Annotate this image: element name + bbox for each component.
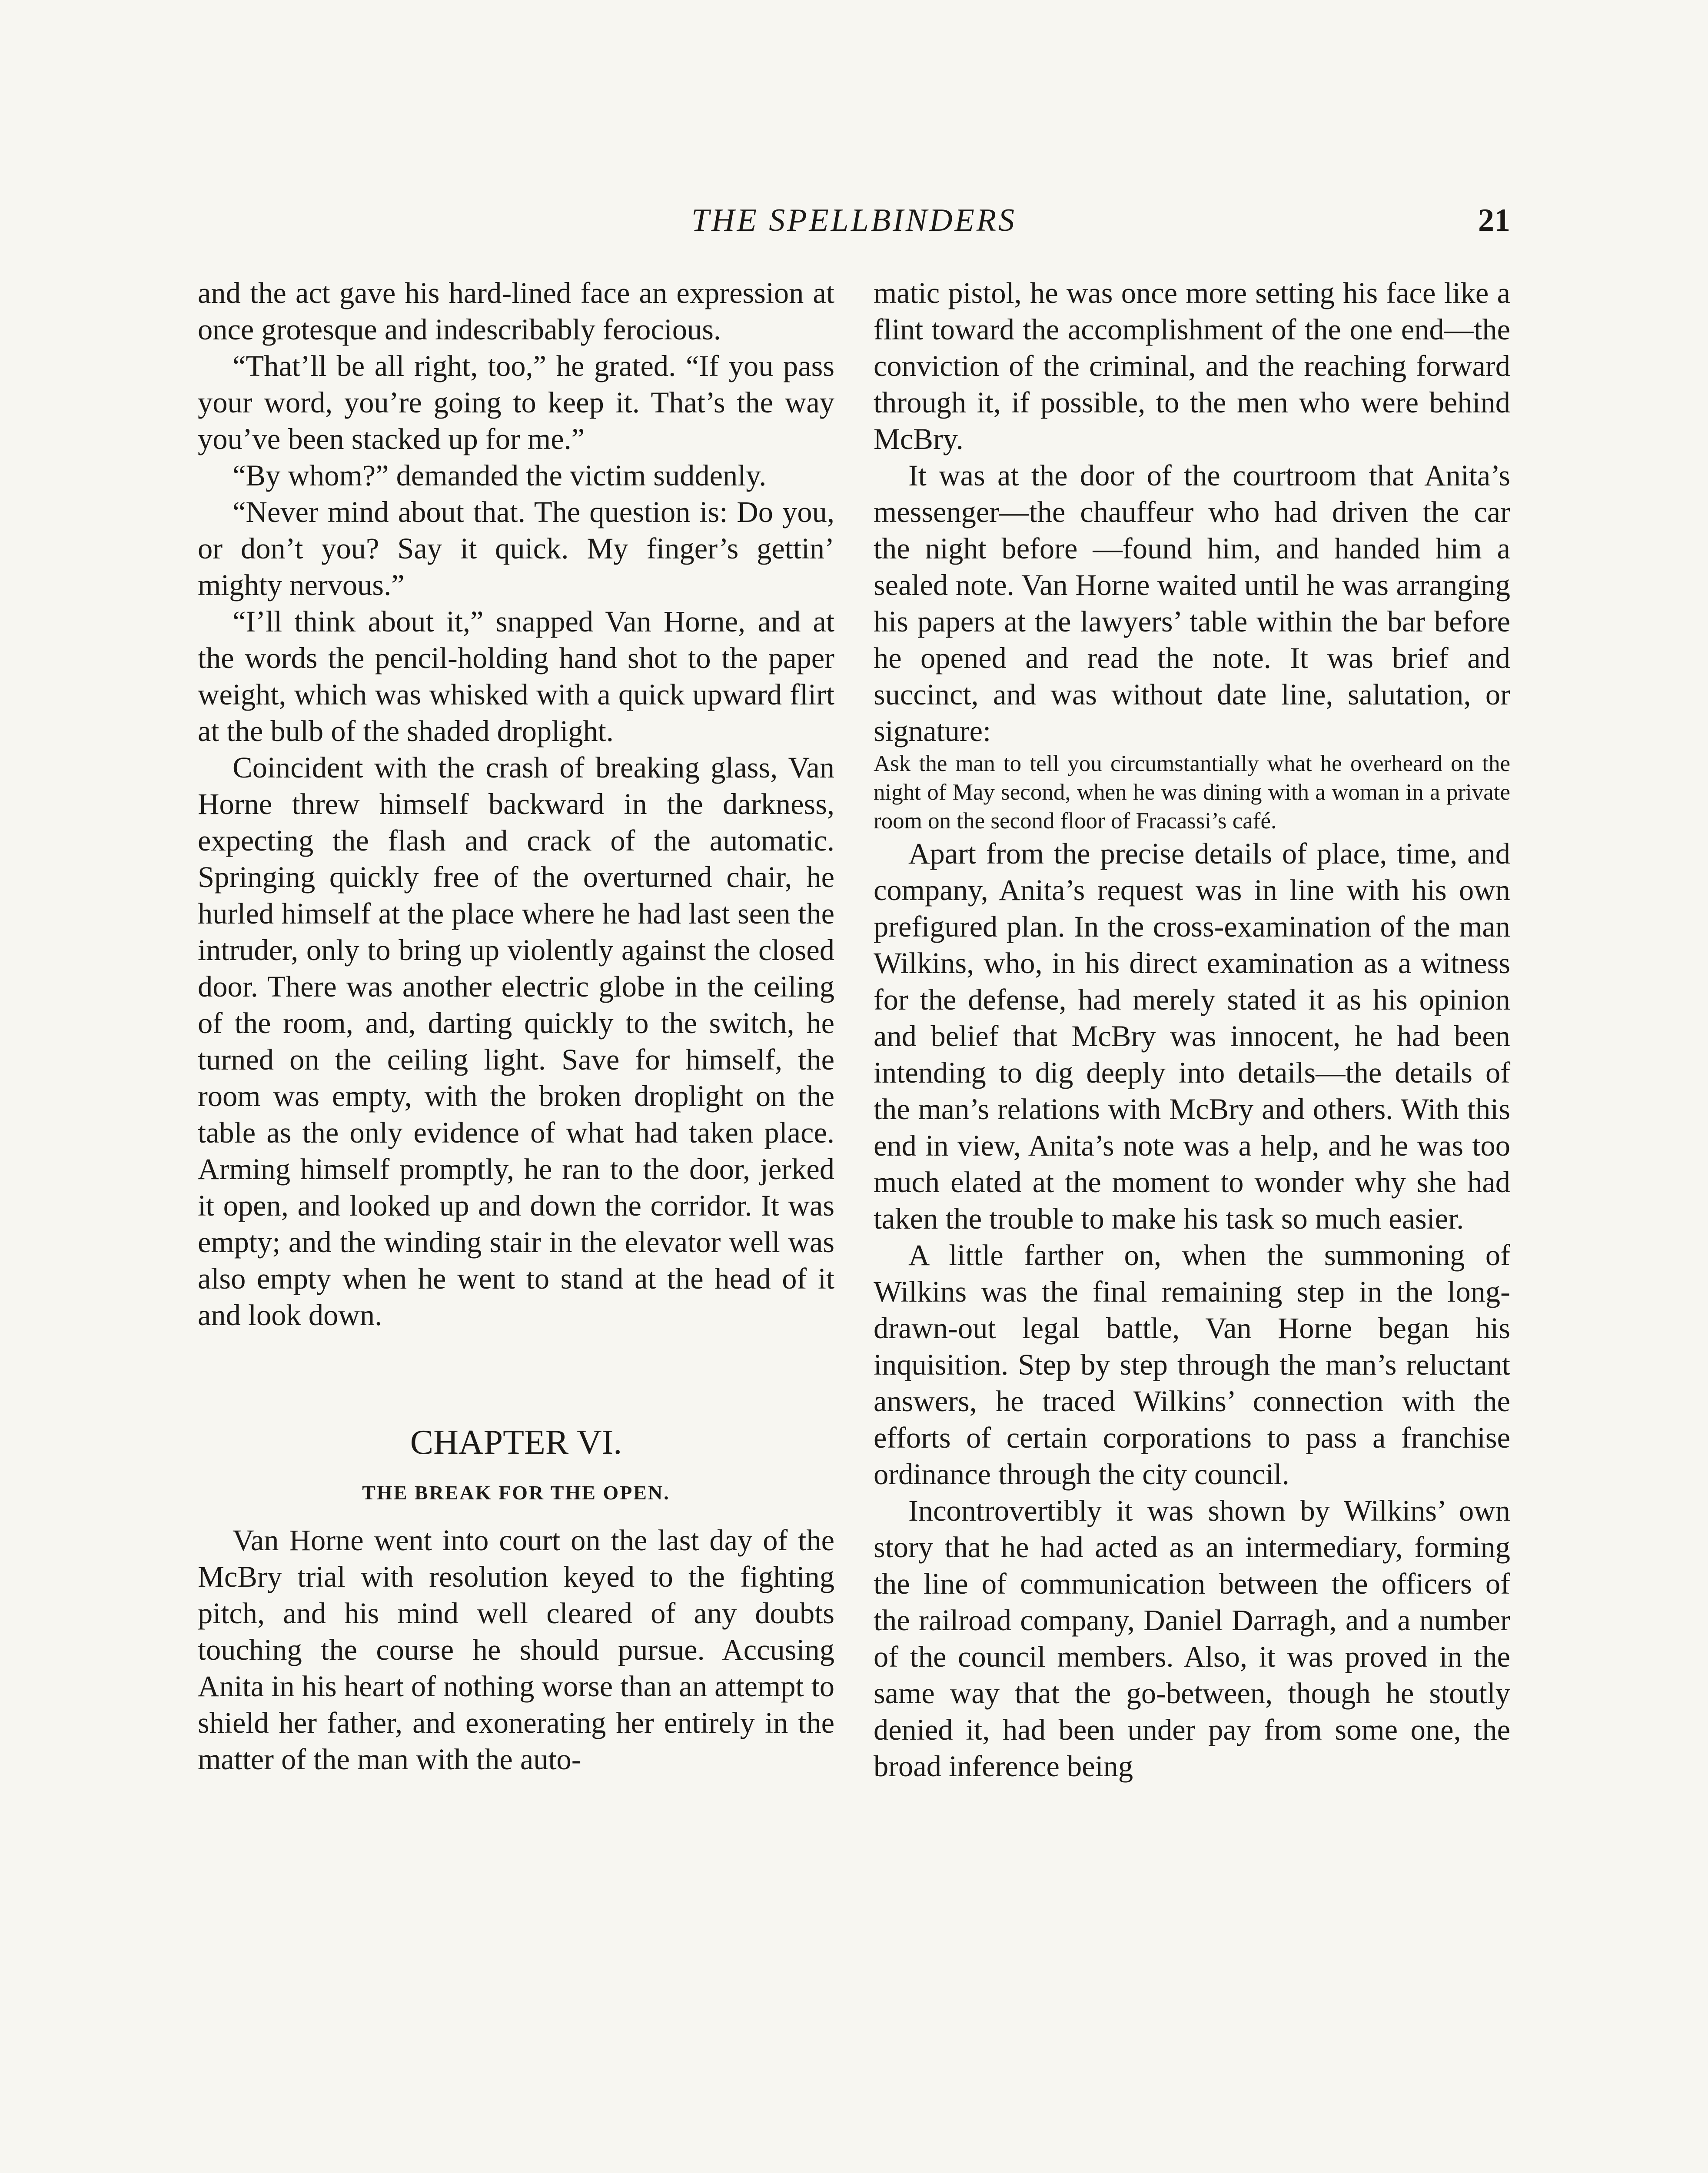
paragraph: matic pistol, he was once more setting his face like a flint toward the accomplishment of the one end—the conviction of the criminal, and the reaching forward through it, if possible, to the men who were behind McBry. xyxy=(874,276,1510,455)
paragraph: Incontrovertibly it was shown by Wilkins’ own story that he had acted as an intermediary, forming the line of communication between the officers of the railroad company, Daniel Darragh, and a number of the council members. Also, it was proved in the same way that the go-between, though he stoutly denied it, had been under pay from some one, the broad inference being xyxy=(874,1494,1510,1783)
paragraph: A little farther on, when the summoning of Wilkins was the final remaining step in the long-drawn-out legal battle, Van Horne began his inquisition. Step by step through the man’s reluctant answers, he traced Wilkins’ connection with the efforts of certain corporations to pass a franchise ordinance through the city council. xyxy=(874,1239,1510,1491)
left-column xyxy=(198,275,834,1778)
right-column xyxy=(874,275,1510,1784)
paragraph: “That’ll be all right, too,” he grated. “If you pass your word, you’re going to keep it. That’s the way you’ve been stacked up for me.” xyxy=(198,349,834,455)
paragraph: Coincident with the crash of breaking glass, Van Horne threw himself backward in the darkness, expecting the flash and crack of the automatic. Springing quickly free of the overturned chair, he hurled himself at the place where he had last seen the intruder, only to bring up violently against the closed door. There was another electric globe in the ceiling of the room, and, darting quickly to the switch, he turned on the ceiling light. Save for himself, the room was empty, with the broken droplight on the table as the only evidence of what had taken place. Arming himself promptly, he ran to the door, jerked it open, and looked up and down the corridor. It was empty; and the winding stair in the elevator well was also empty when he went to stand at the head of it and look down. xyxy=(198,751,834,1332)
chapter-heading: CHAPTER VI. xyxy=(410,1423,622,1462)
paragraph: Van Horne went into court on the last day of the McBry trial with resolution keyed to the fighting pitch, and his mind well cleared of any doubts touching the course he should pursue. Accusing Anita in his heart of nothing worse than an attempt to shield her father, and exonerating her entirely in the matter of the man with the auto- xyxy=(198,1524,834,1776)
paragraph: and the act gave his hard-lined face an expression at once grotesque and indescribably ferocious. xyxy=(198,276,834,346)
paragraph: “By whom?” demanded the victim suddenly. xyxy=(233,459,767,492)
paragraph: It was at the door of the courtroom that Anita’s messenger—the chauffeur who had driven the car the night before —found him, and handed him a sealed note. Van Horne waited until he was arranging his papers at the lawyers’ table within the bar before he opened and read the note. It was brief and succinct, and was without date line, salutation, or signature: xyxy=(874,459,1510,748)
chapter-subtitle: THE BREAK FOR THE OPEN. xyxy=(362,1482,670,1504)
running-head xyxy=(198,196,1510,244)
paragraph: “I’ll think about it,” snapped Van Horne, and at the words the pencil-holding hand shot to the paper weight, which was whisked with a quick upward flirt at the bulb of the shaded droplight. xyxy=(198,605,834,748)
running-title: THE SPELLBINDERS xyxy=(691,203,1017,238)
page-number: 21 xyxy=(1478,203,1510,238)
quoted-note: Ask the man to tell you circumstantially what he overheard on the night of May second, when he was dining with a woman in a private room on the second floor of Fracassi’s café. xyxy=(874,751,1510,834)
paragraph: “Never mind about that. The question is: Do you, or don’t you? Say it quick. My finger’s gettin’ mighty nervous.” xyxy=(198,495,834,601)
paragraph: Apart from the precise details of place, time, and company, Anita’s request was in line with his own prefigured plan. In the cross-examination of the man Wilkins, who, in his direct examination as a witness for the defense, had merely stated it as his opinion and belief that McBry was innocent, he had been intending to dig deeply into details—the details of the man’s relations with McBry and others. With this end in view, Anita’s note was a help, and he was too much elated at the moment to wonder why she had taken the trouble to make his task so much easier. xyxy=(874,837,1510,1235)
